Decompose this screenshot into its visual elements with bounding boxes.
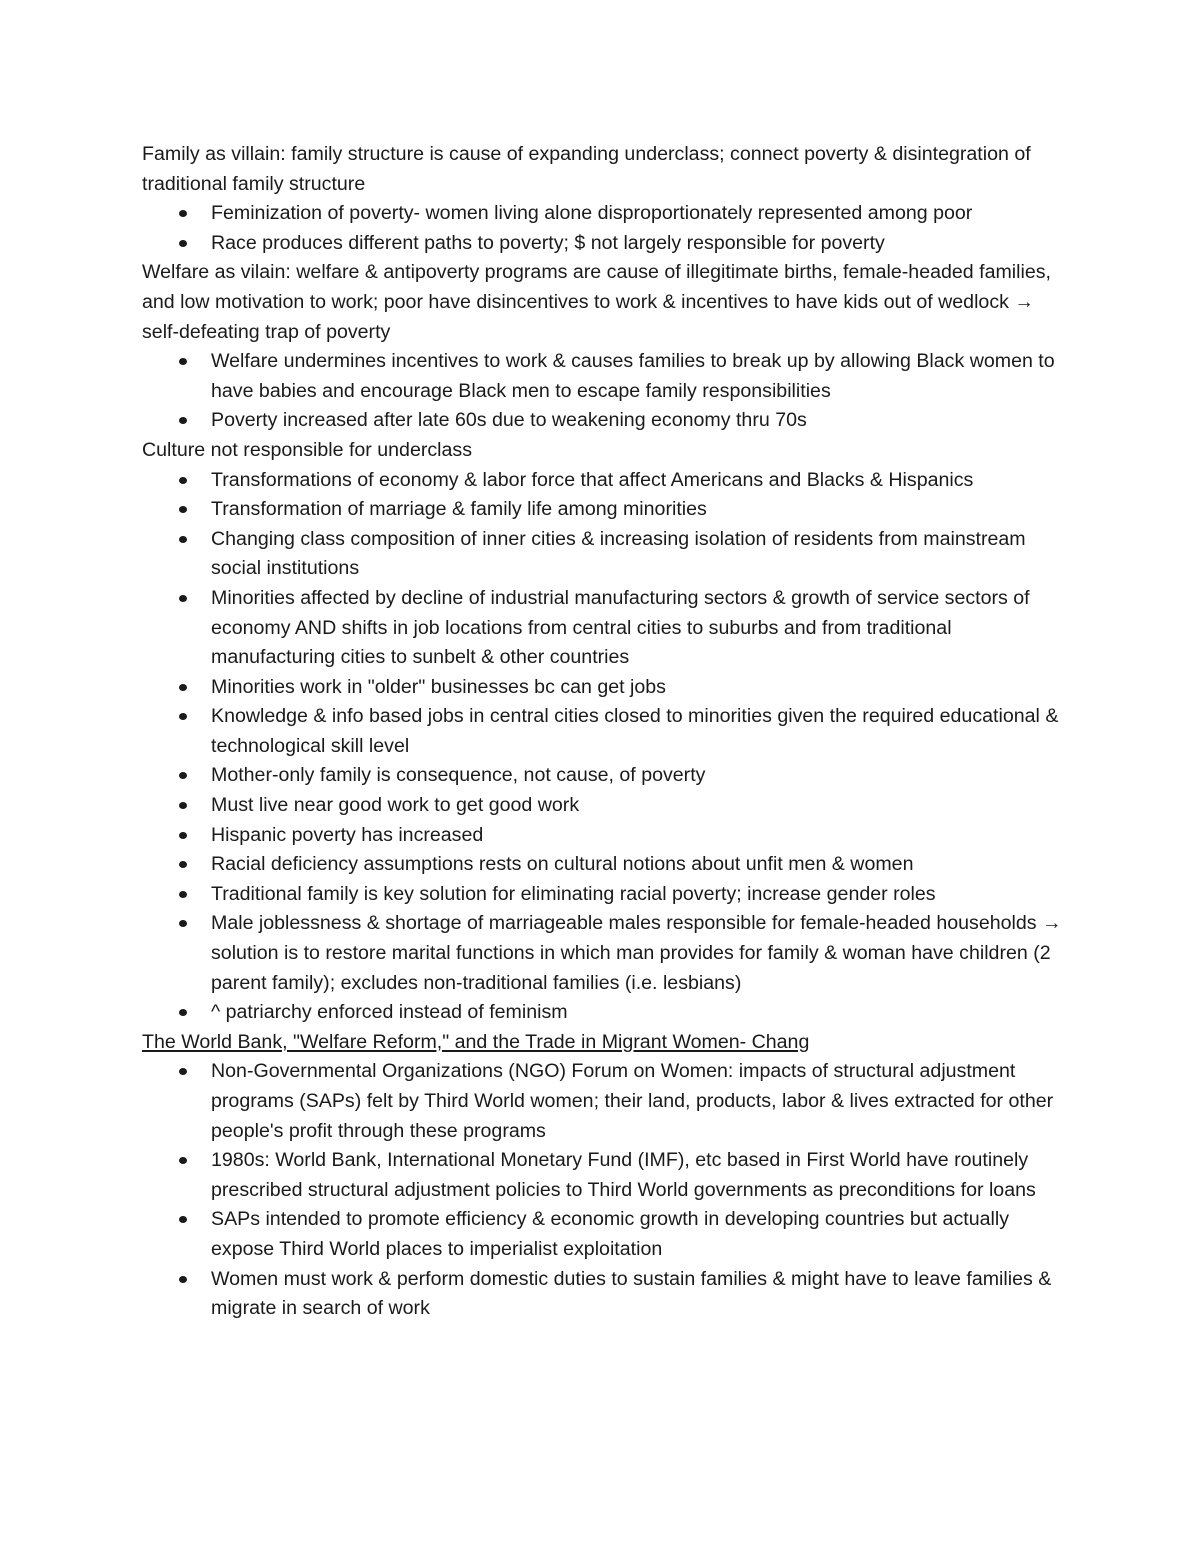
- list-item: [142, 347, 1072, 406]
- paragraph-welfare-as-villain: Welfare as vilain: welfare & antipoverty programs are cause of illegitimate births, female-headed families, and low motivation to work; poor have disincentives to work & incentives to have kids out of wedlock → self-defeating trap of poverty: [142, 261, 1051, 343]
- list-item-text: Transformation of marriage & family life among minorities: [211, 498, 707, 521]
- list-item-text: Welfare undermines incentives to work & causes families to break up by allowing Black women to have babies and encourage Black men to escape family responsibilities: [211, 350, 1055, 402]
- list-item-text: Minorities work in "older" businesses bc can get jobs: [211, 675, 666, 698]
- list-item: [142, 761, 1072, 791]
- list-item-text: Minorities affected by decline of industrial manufacturing sectors & growth of service sectors of economy AND shifts in job locations from central cities to suburbs and from traditional manufacturing cities to sunbelt & other countries: [211, 586, 1030, 669]
- bullet-icon: [179, 595, 187, 602]
- bullet-icon: [179, 772, 187, 779]
- bullet-icon: [179, 832, 187, 839]
- bullet-list-culture: [142, 466, 1072, 1028]
- list-item-text: Mother-only family is consequence, not cause, of poverty: [211, 764, 706, 787]
- bullet-icon: [179, 920, 187, 927]
- list-item-text: Knowledge & info based jobs in central cities closed to minorities given the required educational & technological skill level: [211, 705, 1059, 757]
- bullet-icon: [179, 240, 187, 247]
- bullet-icon: [179, 477, 187, 484]
- list-item: [142, 525, 1072, 584]
- bullet-icon: [179, 802, 187, 809]
- bullet-list-family: [142, 199, 1072, 258]
- list-item: [142, 909, 1072, 998]
- list-item: [142, 850, 1072, 880]
- list-item-text: 1980s: World Bank, International Monetary Fund (IMF), etc based in First World have routinely prescribed structural adjustment policies to Third World governments as preconditions for loans: [211, 1149, 1036, 1201]
- bullet-icon: [179, 1009, 187, 1016]
- bullet-icon: [179, 1068, 187, 1075]
- list-item: [142, 791, 1072, 821]
- list-item: [142, 406, 1072, 436]
- list-item: [142, 702, 1072, 761]
- list-item-text: Poverty increased after late 60s due to weakening economy thru 70s: [211, 409, 807, 432]
- bullet-icon: [179, 684, 187, 691]
- list-item: [142, 1265, 1072, 1324]
- bullet-icon: [179, 891, 187, 898]
- section-heading-chang: The World Bank, "Welfare Reform," and the Trade in Migrant Women- Chang: [142, 1030, 810, 1053]
- bullet-icon: [179, 861, 187, 868]
- bullet-icon: [179, 506, 187, 513]
- list-item: [142, 1205, 1072, 1264]
- list-item-text: Changing class composition of inner cities & increasing isolation of residents from mainstream social institutions: [211, 527, 1026, 580]
- bullet-icon: [179, 1216, 187, 1223]
- list-item-text: Hispanic poverty has increased: [211, 823, 484, 846]
- list-item: [142, 1146, 1072, 1205]
- list-item: [142, 998, 1072, 1028]
- list-item: [142, 1057, 1072, 1146]
- list-item-text: Must live near good work to get good work: [211, 794, 580, 817]
- list-item-text: SAPs intended to promote efficiency & economic growth in developing countries but actually expose Third World places to imperialist exploitation: [211, 1208, 1009, 1260]
- bullet-list-chang: [142, 1057, 1072, 1323]
- list-item: [142, 199, 1072, 229]
- document-body: [142, 140, 1072, 1324]
- list-item-text: Non-Governmental Organizations (NGO) Forum on Women: impacts of structural adjustment programs (SAPs) felt by Third World women; their land, products, labor & lives extracted for other people's profit through these programs: [211, 1060, 1054, 1142]
- list-item-text: ^ patriarchy enforced instead of feminism: [211, 1001, 568, 1024]
- bullet-icon: [179, 358, 187, 365]
- paragraph-family-as-villain: Family as villain: family structure is cause of expanding underclass; connect poverty & disintegration of traditional family structure: [142, 143, 1031, 195]
- bullet-icon: [179, 210, 187, 217]
- list-item-text: Traditional family is key solution for eliminating racial poverty; increase gender roles: [211, 882, 936, 905]
- bullet-icon: [179, 417, 187, 424]
- list-item-text: Women must work & perform domestic duties to sustain families & might have to leave families & migrate in search of work: [211, 1267, 1052, 1320]
- list-item: [142, 821, 1072, 851]
- list-item: [142, 673, 1072, 703]
- paragraph-culture: Culture not responsible for underclass: [142, 438, 473, 461]
- list-item: [142, 495, 1072, 525]
- list-item: [142, 584, 1072, 673]
- bullet-icon: [179, 713, 187, 720]
- list-item: [142, 880, 1072, 910]
- list-item-text: Male joblessness & shortage of marriageable males responsible for female-headed households → solution is to restore marital functions in which man provides for family & woman have children (2 parent family); excludes non-traditional families (i.e. lesbians): [211, 912, 1062, 994]
- bullet-list-welfare: [142, 347, 1072, 436]
- bullet-icon: [179, 1276, 187, 1283]
- list-item: [142, 229, 1072, 259]
- list-item-text: Feminization of poverty- women living alone disproportionately represented among poor: [211, 202, 973, 225]
- bullet-icon: [179, 1157, 187, 1164]
- bullet-icon: [179, 536, 187, 543]
- list-item-text: Transformations of economy & labor force that affect Americans and Blacks & Hispanics: [211, 468, 974, 491]
- list-item: [142, 466, 1072, 496]
- list-item-text: Racial deficiency assumptions rests on cultural notions about unfit men & women: [211, 853, 914, 876]
- list-item-text: Race produces different paths to poverty; $ not largely responsible for poverty: [211, 231, 885, 254]
